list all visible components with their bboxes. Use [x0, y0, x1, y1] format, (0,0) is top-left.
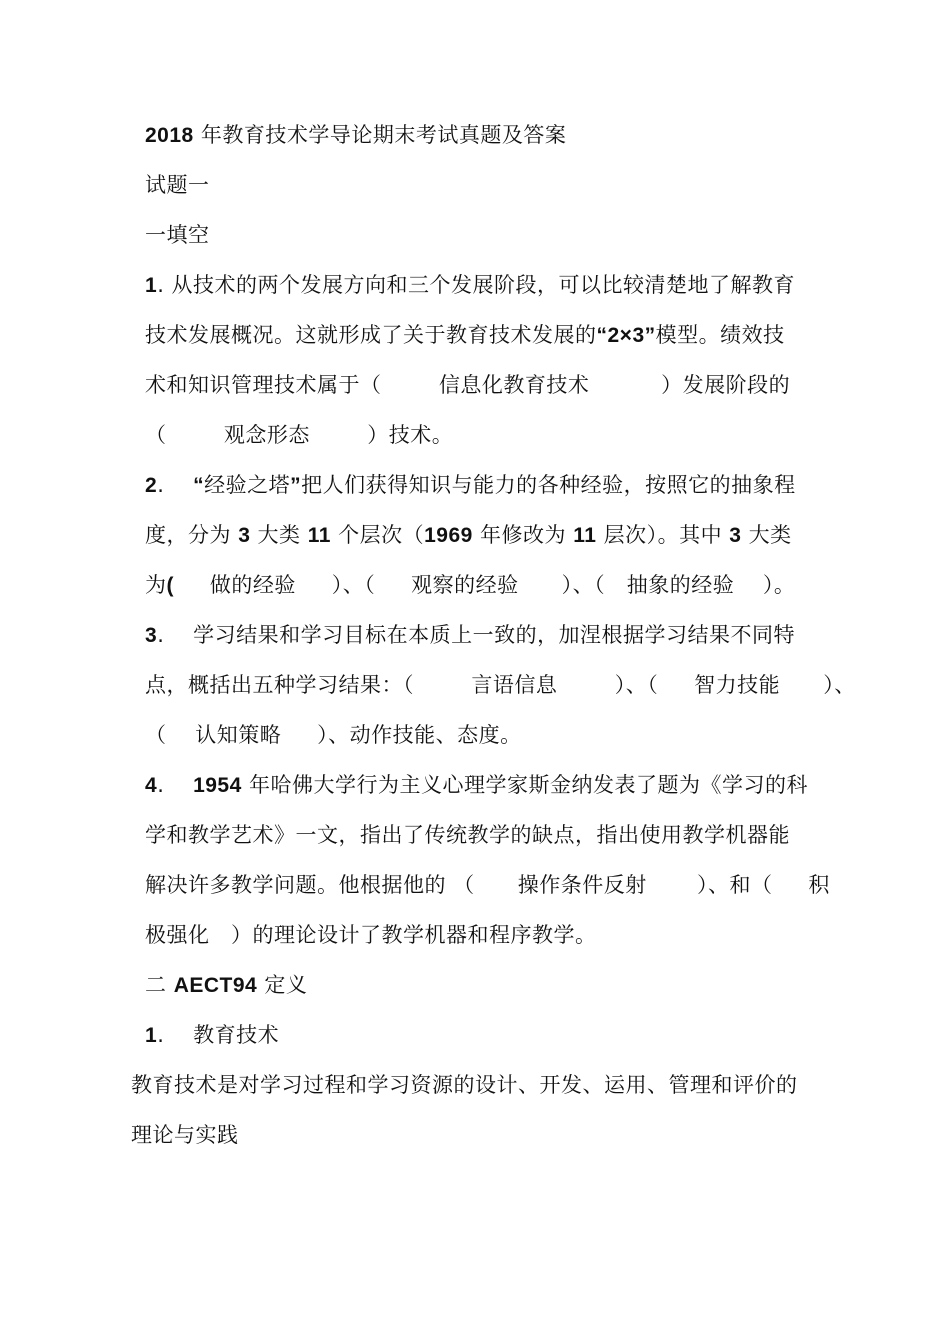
question-3-line-3: （ 认知策略 ）、动作技能、态度。 [145, 723, 522, 747]
question-number: 4 [145, 774, 158, 797]
title-year: 2018 [145, 124, 194, 147]
question-2-line-3: 为( 做的经验 ）、（ 观察的经验 ）、（ 抽象的经验 ）。 [145, 573, 796, 597]
question-number: 2 [145, 474, 158, 497]
question-3-line-1: 3. 学习结果和学习目标在本质上一致的，加涅根据学习结果不同特 [145, 623, 796, 647]
question-2-line-1: 2. “经验之塔”把人们获得知识与能力的各种经验，按照它的抽象程 [145, 473, 796, 497]
question-number: 1 [145, 274, 158, 297]
definition-text-line-2: 理论与实践 [131, 1123, 239, 1147]
question-4-line-4: 极强化 ）的理论设计了教学机器和程序教学。 [145, 923, 597, 947]
document-title [145, 120, 566, 151]
question-4-line-3: 解决许多教学问题。他根据他的 （ 操作条件反射 ）、和（ 积 [145, 873, 830, 897]
question-3-line-2: 点，概括出五种学习结果：（ 言语信息 ）、（ 智力技能 ）、 [145, 673, 856, 697]
question-4-line-2: 学和教学艺术》一文，指出了传统教学的缺点，指出使用教学机器能 [145, 823, 790, 847]
question-1-line-3: 术和知识管理技术属于（ 信息化教育技术 ）发展阶段的 [145, 373, 791, 397]
definition-text-line-1: 教育技术是对学习过程和学习资源的设计、开发、运用、管理和评价的 [131, 1073, 798, 1097]
question-1-line-4: （ 观念形态 ）技术。 [145, 423, 454, 447]
question-4-line-1: 4. 1954 年哈佛大学行为主义心理学家斯金纳发表了题为《学习的科 [145, 773, 808, 797]
question-number: 3 [145, 624, 158, 647]
part-heading-aect94: 二 AECT94 定义 [145, 973, 308, 997]
section-heading: 试题一 [145, 173, 210, 197]
question-1-line-1: 1. 从技术的两个发展方向和三个发展阶段，可以比较清楚地了解教育 [145, 273, 796, 297]
title-text: 年教育技术学导论期末考试真题及答案 [193, 123, 567, 147]
part-heading-fill-blank: 一填空 [145, 223, 210, 247]
question-2-line-2: 度，分为 3 大类 11 个层次（1969 年修改为 11 层次）。其中 3 大类 [145, 523, 792, 547]
definition-item-heading: 1. 教育技术 [145, 1023, 280, 1047]
question-1-line-2: 技术发展概况。这就形成了关于教育技术发展的“2×3”模型。绩效技 [145, 323, 785, 347]
